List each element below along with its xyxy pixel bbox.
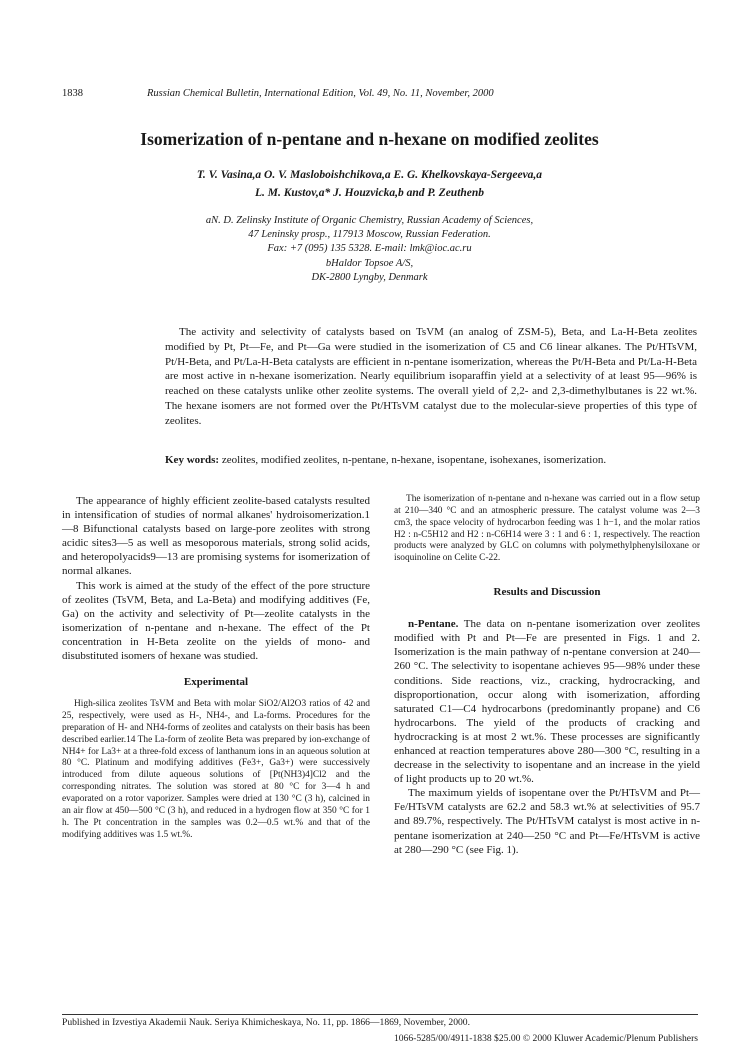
keywords-label: Key words:	[165, 454, 220, 466]
author-list	[0, 166, 739, 202]
experimental-heading: Experimental	[183, 676, 249, 689]
experimental-section	[62, 699, 370, 841]
affiliations	[0, 214, 739, 285]
method-text: The isomerization of n-pentane and n-hexane was carried out in a flow setup at 210—340 °C and an atmospheric pressure. The catalyst volume was 2—3 cm3, the space velocity of hydrocarbon feeding was 1 h−1, and the molar ratios H2 : n-C5H12 and H2 : n-C6H14 were 3 : 1 and 6 : 1, respectively. The reaction products were analyzed by GLC on columns with polymethylphenylsiloxane or isoquinoline on Celite C-22.	[394, 494, 700, 564]
journal-citation: Russian Chemical Bulletin, International Edition, Vol. 49, No. 11, November, 2000	[147, 88, 494, 99]
affiliation-line: bHaldor Topsoe A/S,	[325, 257, 414, 269]
footer-divider	[62, 1014, 698, 1015]
experimental-text: High-silica zeolites TsVM and Beta with molar SiO2/Al2O3 ratios of 42 and 25, respectively, were used as H-, NH4-, and La-forms. Procedures for the preparation of H- and NH4-forms of zeolites and catalysts on their basis has been described earlier.14 The La-form of zeolite Beta was prepared by ion-exchange of NH4+ for La3+ at a three-fold excess of lanthanum ions in an aqueous solution at 80 °C. Platinum and modifying additives (Fe3+, Ga3+) were successively introduced from dilute aqueous solutions of [Pt(NH3)4]Cl2 and the corresponding nitrates. The solution was stored at 80 °C for 3—4 h and evaporated on a rotor vaporizer. Samples were dried at 130 °C (3 h), calcined in an air flow at 450—500 °C (3 h), and reduced in a hydrogen flow at 350 °C for 1 h. The Pt concentration in the samples was 0.2—0.5 wt.% and that of the modifying additives was 1.5 wt.%.	[62, 699, 370, 840]
article-title: Isomerization of n-pentane and n-hexane on modified zeolites	[140, 129, 599, 149]
results-paragraph: The maximum yields of isopentane over the Pt/HTsVM and Pt—Fe/HTsVM catalysts are 62.2 and 58.3 wt.% at selectivities of 95.7 and 89.7%, respectively. The Pt/HTsVM catalyst is most active in n-pentane isomerization at 240—250 °C and Pt—Fe/HTsVM is active at 280—290 °C (see Fig. 1).	[394, 787, 700, 856]
publication-note: Published in Izvestiya Akademii Nauk. Seriya Khimicheskaya, No. 11, pp. 1866—1869, November, 2000.	[62, 1017, 470, 1028]
keywords	[165, 453, 697, 468]
running-header	[62, 88, 698, 102]
author-line: T. V. Vasina,a O. V. Masloboishchikova,a E. G. Khelkovskaya-Sergeeva,a	[196, 169, 543, 181]
page-number: 1838	[62, 88, 83, 99]
affiliation-line: DK-2800 Lyngby, Denmark	[311, 271, 428, 283]
abstract	[165, 325, 697, 429]
results-text: The data on n-pentane isomerization over zeolites modified with Pt and Pt—Fe are presented in Figs. 1 and 2. Isomerization is the main pathway of n-pentane conversion at 240—260 °C. The selectivity to isopentane achieves 95—98% under these conditions. Side reactions, viz., cracking, hydrocracking, and disproportionation, occur along with isomerization, affording saturated C1—C4 hydrocarbons (predominantly propane) and C6 hydrocarbons. The yield of the products of cracking and hydrocracking is at most 2 wt.%. These processes are significantly enhanced at reaction temperatures above 280—300 °C, resulting in a decrease in the selectivity to isopentane and an increase in the yield of light products up to 20 wt.%.	[394, 618, 700, 786]
author-line: L. M. Kustov,a* J. Houzvicka,b and P. Zeuthenb	[254, 187, 485, 199]
intro-paragraph: This work is aimed at the study of the effect of the pore structure of zeolites (TsVM, Beta, and La-Beta) and modifying additives (Fe, Ga) on the activity and selectivity of Pt—zeolite catalysts in the isomerization of n-pentane and n-hexane. The effect of the Pt concentration in H-Beta zeolite on the yields of mono- and disubstituted isomers of hexane was studied.	[62, 579, 370, 663]
results-heading: Results and Discussion	[493, 586, 601, 599]
affiliation-line: 47 Leninsky prosp., 117913 Moscow, Russian Federation.	[248, 229, 491, 241]
keywords-text: zeolites, modified zeolites, n-pentane, n-hexane, isopentane, isohexanes, isomerization.	[221, 454, 607, 466]
method-section	[394, 494, 700, 565]
copyright-line: 1066-5285/00/4911-1838 $25.00 © 2000 Kluwer Academic/Plenum Publishers	[393, 1033, 698, 1044]
affiliation-line: aN. D. Zelinsky Institute of Organic Chemistry, Russian Academy of Sciences,	[205, 215, 534, 226]
right-column	[394, 494, 700, 857]
results-lead: n-Pentane.	[408, 618, 459, 631]
results-paragraph	[394, 617, 700, 786]
abstract-text: The activity and selectivity of catalysts based on TsVM (an analog of ZSM-5), Beta, and La-H-Beta zeolites modified by Pt, Pt—Fe, and Pt—Ga were studied in the isomerization of C5 and C6 linear alkanes. The Pt/HTsVM, Pt/H-Beta, and Pt/La-H-Beta catalysts are efficient in n-pentane isomerization, whereas the Pt/H-Beta and Pt/La-H-Beta are most active in n-hexane isomerization. Nearly equilibrium isoparaffin yield at a selectivity of at least 95—96% is reached on these catalysts unlike other zeolite systems. The overall yield of 2,2- and 2,3-dimethylbutanes is 22 wt.%. The hexane isomers are not formed over the Pt/HTsVM catalyst due to the molecular-sieve properties of this type of zeolites.	[165, 326, 697, 427]
affiliation-contact: Fax: +7 (095) 135 5328. E-mail: lmk@ioc.ac.ru	[267, 243, 472, 255]
left-column	[62, 494, 370, 841]
intro-paragraph: The appearance of highly efficient zeolite-based catalysts resulted in intensification of studies of normal alkanes' hydroisomerization.1—8 Bifunctional catalysts based on large-pore zeolites with strong acidic sites3—5 as well as mesoporous materials, strong solid acids, and heteropolyacids9—13 are promising systems for isomerization of normal alkanes.	[62, 495, 370, 578]
